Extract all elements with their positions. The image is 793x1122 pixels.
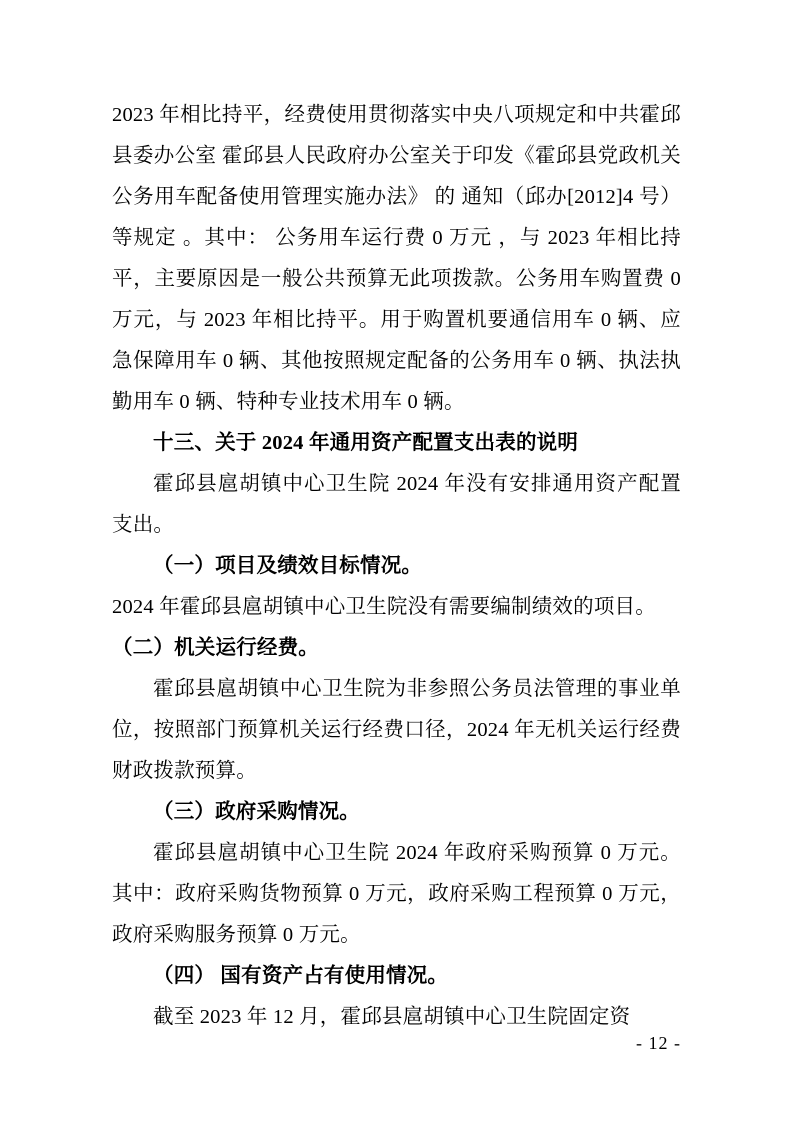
subheading-13-1-project-performance: （一）项目及绩效目标情况。 bbox=[153, 555, 423, 577]
paragraph-general-asset-allocation: 霍邱县扈胡镇中心卫生院 2024 年没有安排通用资产配置支出。 bbox=[112, 473, 681, 536]
subheading-13-3-government-procurement: （三）政府采购情况。 bbox=[153, 801, 360, 823]
document-body bbox=[112, 95, 681, 1038]
paragraph-continued-vehicle-expenses: 2023 年相比持平，经费使用贯彻落实中央八项规定和中共霍邱县委办公室 霍邱县人民政府办公室关于印发《霍邱县党政机关公务用车配备使用管理实施办法》 的 通知（邱办[2012]4 号） 等规定 。其中： 公务用车运行费 0 万元 ，与 2023 年相比持平，主要原因是一般公共预算无此项拨款。公务用车购置费 0 万元，与 2023 年相比持平。用于购置机要通信用车 0 辆、应急保障用车 0 辆、其他按照规定配备的公务用车 0 辆、执法执勤用车 0 辆、特种专业技术用车 0 辆。 bbox=[112, 104, 681, 413]
paragraph-procurement-detail: 霍邱县扈胡镇中心卫生院 2024 年政府采购预算 0 万元。其中：政府采购货物预算 0 万元，政府采购工程预算 0 万元，政府采购服务预算 0 万元。 bbox=[112, 842, 681, 946]
paragraph-no-performance-projects: 2024 年霍邱县扈胡镇中心卫生院没有需要编制绩效的项目。 bbox=[112, 596, 656, 618]
subheading-13-4-state-owned-assets: （四） 国有资产占有使用情况。 bbox=[153, 965, 449, 987]
subheading-13-2-operating-expenses: （二）机关运行经费。 bbox=[112, 637, 319, 659]
paragraph-fixed-assets-start: 截至 2023 年 12 月，霍邱县扈胡镇中心卫生院固定资 bbox=[153, 1006, 631, 1028]
page-number: - 12 - bbox=[636, 1033, 681, 1053]
section-heading-13: 十三、关于 2024 年通用资产配置支出表的说明 bbox=[153, 432, 579, 454]
paragraph-operating-expenses-detail: 霍邱县扈胡镇中心卫生院为非参照公务员法管理的事业单位，按照部门预算机关运行经费口径，2024 年无机关运行经费财政拨款预算。 bbox=[112, 678, 681, 782]
